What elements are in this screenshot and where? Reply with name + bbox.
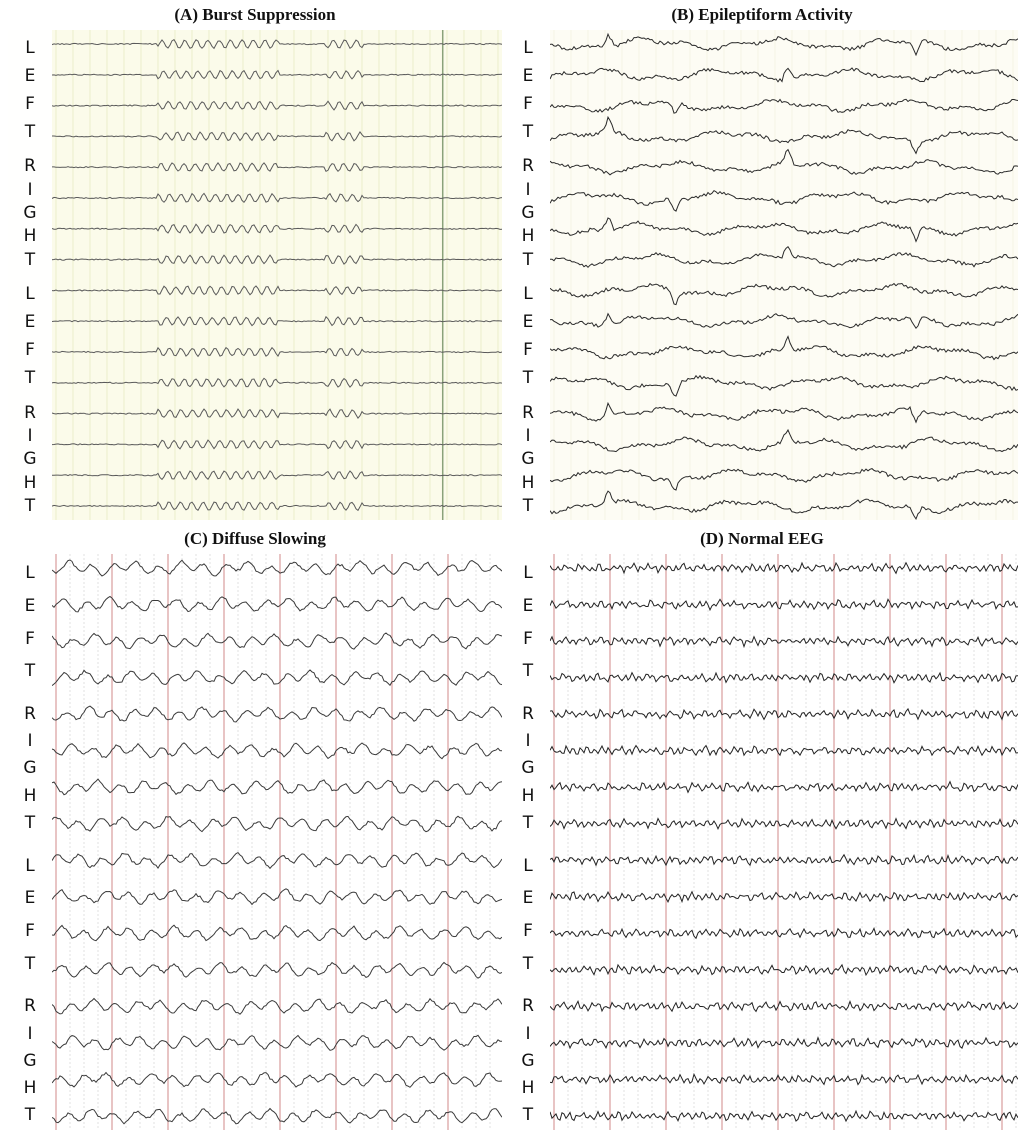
hemisphere-label-left bbox=[506, 30, 550, 152]
hemisphere-label-right bbox=[8, 152, 52, 275]
label-letter: I bbox=[27, 731, 33, 752]
label-letter: H bbox=[521, 785, 535, 806]
label-letter: G bbox=[521, 449, 535, 470]
label-letter: H bbox=[23, 785, 37, 806]
hemisphere-label-left bbox=[506, 842, 550, 988]
label-letter: G bbox=[23, 449, 37, 470]
channel-label-column bbox=[8, 554, 52, 1130]
label-letter: T bbox=[522, 495, 534, 516]
label-letter: F bbox=[523, 920, 533, 941]
hemisphere-label-right bbox=[506, 696, 550, 842]
hemisphere-label-left bbox=[8, 275, 52, 398]
hemisphere-label-right bbox=[8, 696, 52, 842]
label-letter: I bbox=[525, 425, 531, 446]
label-letter: E bbox=[24, 312, 36, 333]
label-letter: R bbox=[522, 704, 534, 725]
eeg-waveform-canvas bbox=[506, 30, 1018, 520]
panel-title: (A) Burst Suppression bbox=[174, 5, 336, 24]
label-letter: E bbox=[24, 595, 36, 616]
label-letter: T bbox=[24, 495, 36, 516]
eeg-strip bbox=[8, 30, 502, 520]
label-letter: I bbox=[27, 1023, 33, 1044]
hemisphere-label-left bbox=[8, 842, 52, 988]
label-letter: T bbox=[522, 953, 534, 974]
chart-paper bbox=[8, 554, 502, 1130]
channel-label-column bbox=[506, 30, 550, 520]
label-letter: H bbox=[521, 1077, 535, 1098]
label-letter: G bbox=[23, 1050, 37, 1071]
panel-normal-eeg bbox=[506, 524, 1018, 1130]
eeg-strip bbox=[506, 30, 1018, 520]
label-letter: T bbox=[24, 953, 36, 974]
panel-diffuse-slowing bbox=[8, 524, 502, 1130]
label-letter: H bbox=[521, 472, 535, 493]
label-letter: T bbox=[522, 1105, 534, 1126]
panel-epileptiform-activity bbox=[506, 0, 1018, 520]
label-letter: I bbox=[525, 1023, 531, 1044]
label-letter: I bbox=[525, 179, 531, 200]
label-letter: R bbox=[24, 402, 36, 423]
hemisphere-label-right bbox=[8, 398, 52, 520]
label-letter: T bbox=[24, 121, 36, 142]
label-letter: T bbox=[24, 661, 36, 682]
label-letter: T bbox=[522, 368, 534, 389]
label-letter: F bbox=[25, 920, 35, 941]
label-letter: T bbox=[24, 1105, 36, 1126]
label-letter: G bbox=[23, 758, 37, 779]
hemisphere-label-right bbox=[506, 152, 550, 275]
label-letter: G bbox=[521, 1050, 535, 1071]
label-letter: R bbox=[522, 402, 534, 423]
label-letter: L bbox=[25, 284, 35, 305]
label-letter: T bbox=[522, 249, 534, 270]
label-letter: H bbox=[521, 226, 535, 247]
label-letter: L bbox=[523, 37, 533, 58]
label-letter: L bbox=[523, 284, 533, 305]
hemisphere-label-right bbox=[506, 398, 550, 520]
label-letter: F bbox=[25, 93, 35, 114]
label-letter: R bbox=[24, 996, 36, 1017]
label-letter: F bbox=[523, 93, 533, 114]
label-letter: E bbox=[522, 595, 534, 616]
label-letter: H bbox=[23, 472, 37, 493]
hemisphere-label-left bbox=[8, 554, 52, 696]
label-letter: T bbox=[522, 661, 534, 682]
label-letter: I bbox=[27, 179, 33, 200]
label-letter: G bbox=[521, 758, 535, 779]
label-letter: F bbox=[25, 340, 35, 361]
label-letter: E bbox=[24, 65, 36, 86]
hemisphere-label-left bbox=[506, 275, 550, 398]
eeg-strip bbox=[506, 554, 1018, 1130]
label-letter: R bbox=[522, 156, 534, 177]
label-letter: E bbox=[24, 888, 36, 909]
label-letter: T bbox=[24, 249, 36, 270]
panel-title: (B) Epileptiform Activity bbox=[671, 5, 853, 24]
label-letter: T bbox=[522, 121, 534, 142]
label-letter: L bbox=[523, 563, 533, 584]
label-letter: F bbox=[523, 340, 533, 361]
hemisphere-label-left bbox=[506, 554, 550, 696]
label-letter: T bbox=[24, 368, 36, 389]
label-letter: H bbox=[23, 1077, 37, 1098]
hemisphere-label-left bbox=[8, 30, 52, 152]
label-letter: L bbox=[25, 37, 35, 58]
label-letter: R bbox=[24, 156, 36, 177]
label-letter: H bbox=[23, 226, 37, 247]
label-letter: E bbox=[522, 65, 534, 86]
chart-paper bbox=[506, 30, 1018, 520]
eeg-strip bbox=[8, 554, 502, 1130]
label-letter: F bbox=[25, 628, 35, 649]
label-letter: G bbox=[23, 202, 37, 223]
hemisphere-label-right bbox=[8, 988, 52, 1130]
label-letter: R bbox=[522, 996, 534, 1017]
panel-title: (D) Normal EEG bbox=[700, 529, 824, 548]
eeg-waveform-canvas bbox=[506, 554, 1018, 1130]
label-letter: E bbox=[522, 888, 534, 909]
label-letter: T bbox=[24, 812, 36, 833]
label-letter: F bbox=[523, 628, 533, 649]
hemisphere-label-right bbox=[506, 988, 550, 1130]
panel-burst-suppression bbox=[8, 0, 502, 520]
label-letter: L bbox=[25, 855, 35, 876]
label-letter: I bbox=[525, 731, 531, 752]
label-letter: I bbox=[27, 425, 33, 446]
chart-paper bbox=[8, 30, 502, 520]
label-letter: E bbox=[522, 312, 534, 333]
label-letter: R bbox=[24, 704, 36, 725]
panel-title: (C) Diffuse Slowing bbox=[184, 529, 326, 548]
eeg-waveform-canvas bbox=[8, 554, 502, 1130]
channel-label-column bbox=[506, 554, 550, 1130]
label-letter: L bbox=[25, 563, 35, 584]
label-letter: T bbox=[522, 812, 534, 833]
channel-label-column bbox=[8, 30, 52, 520]
label-letter: G bbox=[521, 202, 535, 223]
eeg-waveform-canvas bbox=[8, 30, 502, 520]
label-letter: L bbox=[523, 855, 533, 876]
